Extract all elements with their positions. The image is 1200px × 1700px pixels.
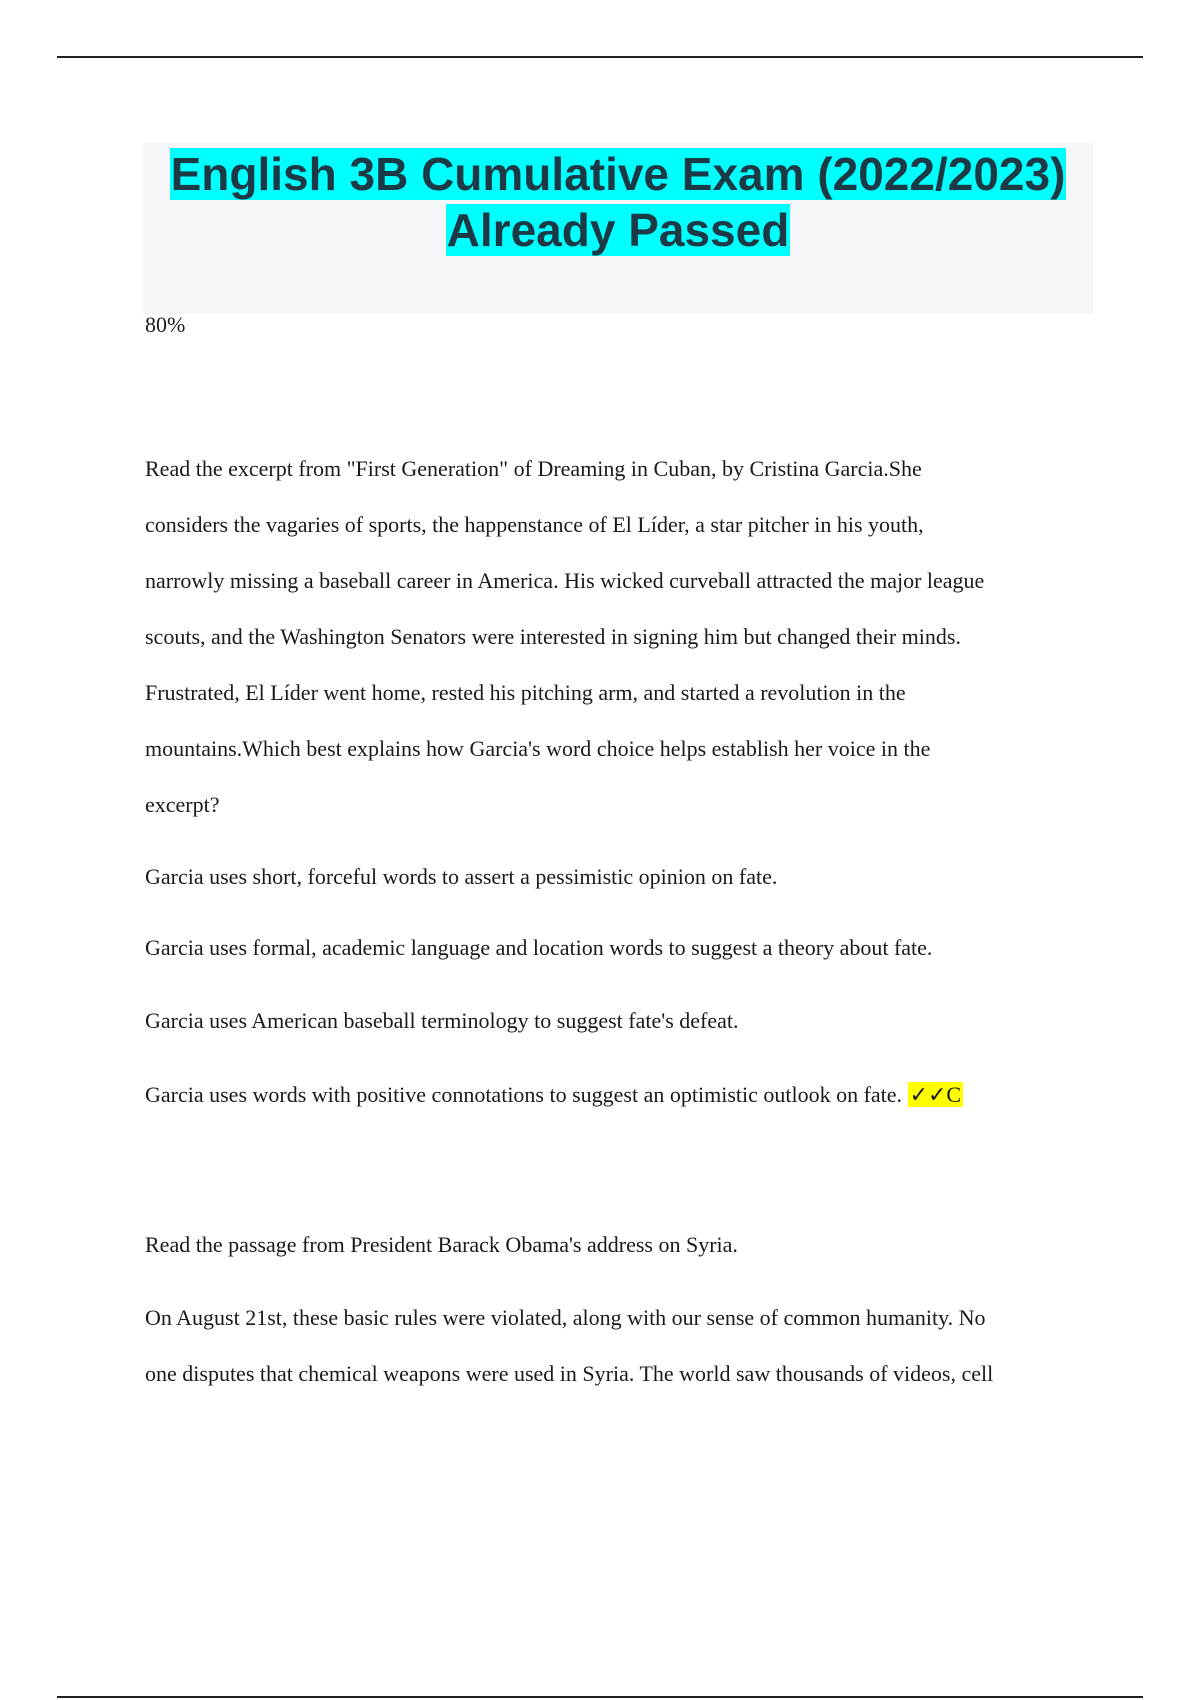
title-line-1: English 3B Cumulative Exam (2022/2023) [170,148,1066,200]
score-text: 80% [145,312,186,337]
prompt-line: Frustrated, El Líder went home, rested his pitching arm, and started a revolution in the [145,680,906,705]
answer-option-c: Garcia uses American baseball terminology to suggest fate's defeat. [145,1008,739,1033]
bottom-rule [57,1696,1143,1698]
top-rule [57,56,1143,58]
prompt-line: Read the excerpt from "First Generation" of Dreaming in Cuban, by Cristina Garcia.She [145,456,922,481]
answer-option-d-text: Garcia uses words with positive connotations to suggest an optimistic outlook on fate. [145,1082,903,1107]
question-2-passage [145,1290,1085,1402]
prompt-line: excerpt? [145,792,220,817]
title-line-2: Already Passed [446,204,790,256]
correct-answer-mark: ✓✓C [909,1082,962,1107]
passage-line: one disputes that chemical weapons were used in Syria. The world saw thousands of videos, cell [145,1361,994,1386]
page-title [143,146,1093,258]
question-1-prompt [145,441,1085,833]
passage-line: On August 21st, these basic rules were violated, along with our sense of common humanity. No [145,1305,986,1330]
answer-option-b: Garcia uses formal, academic language and location words to suggest a theory about fate. [145,935,933,960]
answer-option-d [145,1082,963,1108]
answer-option-a: Garcia uses short, forceful words to assert a pessimistic opinion on fate. [145,864,778,889]
prompt-line: considers the vagaries of sports, the happenstance of El Líder, a star pitcher in his youth, [145,512,924,537]
prompt-line: scouts, and the Washington Senators were interested in signing him but changed their minds. [145,624,961,649]
prompt-line: mountains.Which best explains how Garcia's word choice helps establish her voice in the [145,736,931,761]
prompt-line: narrowly missing a baseball career in America. His wicked curveball attracted the major league [145,568,985,593]
question-2-prompt: Read the passage from President Barack Obama's address on Syria. [145,1232,738,1257]
